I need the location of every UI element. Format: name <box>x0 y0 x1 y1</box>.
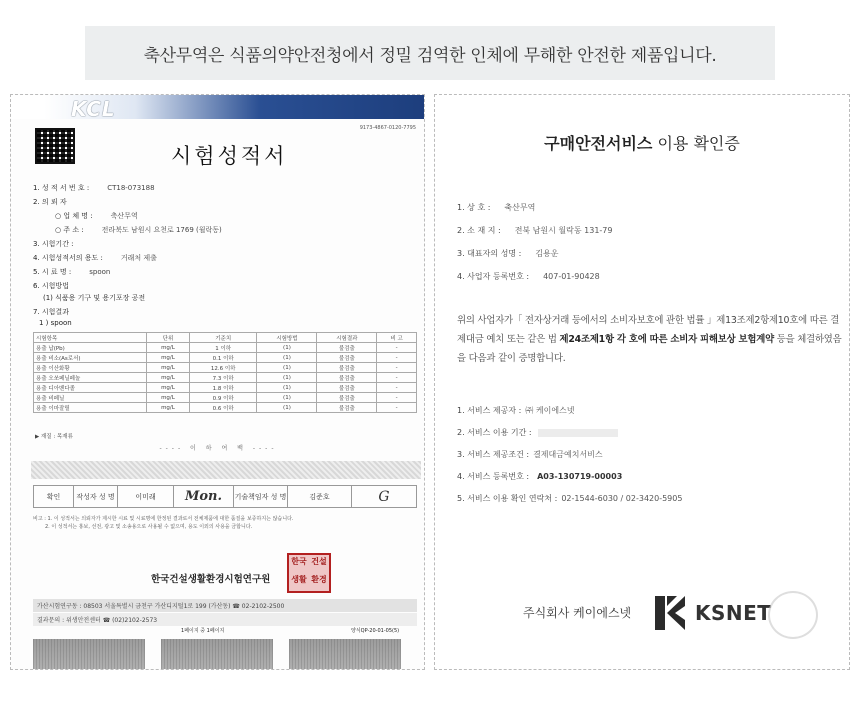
table-cell: 용출 비소(As로서) <box>34 353 147 363</box>
row-business-name: 1. 상 호 : 축산무역 <box>457 203 536 212</box>
remarks <box>33 515 417 531</box>
table-cell: 용출 디아벤다졸 <box>34 383 147 393</box>
field-client: 2. 의 뢰 자 <box>33 198 67 206</box>
table-cell: 0.6 이하 <box>189 403 257 413</box>
table-cell: 불검출 <box>317 363 377 373</box>
table-cell: (1) <box>257 383 317 393</box>
certificate-title: 시험성적서 <box>171 144 288 168</box>
faint-stamp <box>768 591 818 639</box>
table-cell: - <box>377 403 417 413</box>
kcl-logo: KCL <box>71 97 116 121</box>
table-cell: 용출 비페닐 <box>34 393 147 403</box>
footer-page: 1페이지 중 1페이지 <box>181 628 225 634</box>
info-banner: 축산무역은 식품의약안전청에서 정밀 검역한 인체에 무해한 안전한 제품입니다. <box>85 26 775 80</box>
row-service-condition: 3. 서비스 제공조건 : 결제대금예치서비스 <box>457 450 603 459</box>
field-sample-name: 5. 시 료 명 : spoon <box>33 268 111 276</box>
field-report-number: 1. 성 적 서 번 호 : CT18-073188 <box>33 184 155 192</box>
table-cell: 용출 납(Pb) <box>34 343 147 353</box>
table-row <box>34 383 417 393</box>
sample-photo <box>289 639 401 669</box>
table-cell: mg/L <box>147 393 190 403</box>
col-header: 시험항목 <box>34 333 147 343</box>
end-mark: ---- 이 하 여 백 ---- <box>159 445 278 452</box>
sample-photo <box>33 639 145 669</box>
company-name: 주식회사 케이에스넷 <box>523 606 632 620</box>
table-cell: mg/L <box>147 403 190 413</box>
footer-address: 가산시험연구동 : 08503 서울특별시 금천구 가산디지털1로 199 (가산동) ☎ 02-2102-2500 <box>33 599 417 612</box>
footer-contact: 결과문의 : 위생안전센터 ☎ (02)2102-2573 <box>33 613 417 626</box>
table-cell: 0.1 이하 <box>189 353 257 363</box>
table-cell: 1 이하 <box>189 343 257 353</box>
table-row <box>34 403 417 413</box>
col-header: 기준치 <box>189 333 257 343</box>
col-header: 시험방법 <box>257 333 317 343</box>
table-row <box>34 343 417 353</box>
remark-line: 비고 : 1. 이 성적서는 의뢰자가 제시한 시료 및 시료명에 한정된 결과로서 전체제품에 대한 품질을 보증하지는 않습니다. <box>33 516 294 522</box>
sample-photo <box>161 639 273 669</box>
table-cell: 불검출 <box>317 373 377 383</box>
table-cell: - <box>377 363 417 373</box>
official-seal-icon: 한국 건설 생활 환경 <box>287 553 331 593</box>
row-registration-number: 4. 사업자 등록번호 : 407-01-90428 <box>457 272 600 281</box>
table-cell: 불검출 <box>317 403 377 413</box>
security-pattern <box>31 461 421 479</box>
field-result-sample: 1 ) spoon <box>39 319 72 327</box>
table-cell: mg/L <box>147 343 190 353</box>
field-test-method: 6. 시험방법 <box>33 282 69 290</box>
field-test-period: 3. 시험기간 : <box>33 240 74 248</box>
confirm-label: 확인 <box>34 486 74 508</box>
row-location: 2. 소 재 지 : 전북 남원시 월락동 131-79 <box>457 226 613 235</box>
table-row <box>34 373 417 383</box>
author-name: 이미래 <box>118 486 174 508</box>
table-cell: 0.9 이하 <box>189 393 257 403</box>
col-header: 단위 <box>147 333 190 343</box>
field-test-method-detail: (1) 식품용 기구 및 용기포장 공전 <box>43 294 146 302</box>
test-certificate-image <box>10 94 425 670</box>
table-cell: 불검출 <box>317 353 377 363</box>
table-cell: (1) <box>257 343 317 353</box>
row-service-provider: 1. 서비스 제공자 : ㈜ 케이에스넷 <box>457 406 575 415</box>
table-cell: mg/L <box>147 353 190 363</box>
field-company-name: ○ 업 체 명 : 축산무역 <box>55 212 138 220</box>
col-header: 비 고 <box>377 333 417 343</box>
table-cell: 1.8 이하 <box>189 383 257 393</box>
remark-line: 2. 이 성적서는 홍보, 선전, 광고 및 소송용으로 사용될 수 없으며, 용도 이외의 사용을 금합니다. <box>45 524 253 530</box>
institute-name: 한국건설생활환경시험연구원 <box>151 574 271 585</box>
table-cell: (1) <box>257 373 317 383</box>
table-row <box>34 393 417 403</box>
certificate-doc-number: 9173-4867-0120-7795 <box>359 125 416 131</box>
author-signature: Mon. <box>174 486 234 508</box>
row-service-registration: 4. 서비스 등록번호 : A03-130719-00003 <box>457 472 623 481</box>
table-cell: mg/L <box>147 383 190 393</box>
table-cell: 용출 이마잘릴 <box>34 403 147 413</box>
table-row <box>34 353 417 363</box>
safety-service-certificate <box>434 94 850 670</box>
test-result-table <box>33 332 417 413</box>
table-cell: 불검출 <box>317 383 377 393</box>
table-cell: (1) <box>257 363 317 373</box>
table-cell: (1) <box>257 403 317 413</box>
table-cell: - <box>377 343 417 353</box>
redacted-value <box>538 429 618 437</box>
table-cell: mg/L <box>147 363 190 373</box>
footer-form: 양식QP-20-01-05(5) <box>351 628 400 634</box>
row-representative: 3. 대표자의 성명 : 김용운 <box>457 249 559 258</box>
table-cell: - <box>377 383 417 393</box>
table-cell: - <box>377 373 417 383</box>
table-cell: 7.3 이하 <box>189 373 257 383</box>
material-note: ▶ 재질 : 목재류 <box>35 434 73 440</box>
signature-table <box>33 485 417 508</box>
confirmation-title: 구매안전서비스 이용 확인증 <box>544 134 740 153</box>
author-label: 작성자 성 명 <box>74 486 118 508</box>
row-service-period: 2. 서비스 이용 기간 : <box>457 427 618 438</box>
ksnet-brand: KSNET <box>695 601 772 625</box>
table-cell: 용출 이산화황 <box>34 363 147 373</box>
table-cell: (1) <box>257 353 317 363</box>
certification-paragraph: 위의 사업자가「 전자상거래 등에서의 소비자보호에 관한 법률 」제13조제2항제10호에 따른 결제대금 예치 또는 같은 법 제24조제1항 각 호에 따른 소비자 피해보상 보험계약 등을 체결하였음을 다음과 같이 증명합니다. <box>457 315 842 364</box>
table-cell: - <box>377 393 417 403</box>
table-cell: 불검출 <box>317 393 377 403</box>
manager-signature: G <box>352 486 417 508</box>
manager-name: 김준호 <box>288 486 352 508</box>
ksnet-logo-icon <box>651 594 689 632</box>
table-cell: mg/L <box>147 373 190 383</box>
manager-label: 기술책임자 성 명 <box>234 486 288 508</box>
table-header-row <box>34 333 417 343</box>
field-address: ○ 주 소 : 전라북도 남원시 요천로 1769 (월락동) <box>55 226 222 234</box>
table-cell: 12.6 이하 <box>189 363 257 373</box>
qr-code-icon <box>35 128 75 164</box>
table-cell: - <box>377 353 417 363</box>
field-purpose: 4. 시험성적서의 용도 : 거래처 제출 <box>33 254 157 262</box>
table-cell: (1) <box>257 393 317 403</box>
table-cell: 불검출 <box>317 343 377 353</box>
row-service-contact: 5. 서비스 이용 확인 연락처 : 02-1544-6030 / 02-3420-5905 <box>457 494 683 503</box>
field-test-result: 7. 시험결과 <box>33 308 69 316</box>
col-header: 시험결과 <box>317 333 377 343</box>
table-row <box>34 363 417 373</box>
table-cell: 용출 오쏘페닐페놀 <box>34 373 147 383</box>
